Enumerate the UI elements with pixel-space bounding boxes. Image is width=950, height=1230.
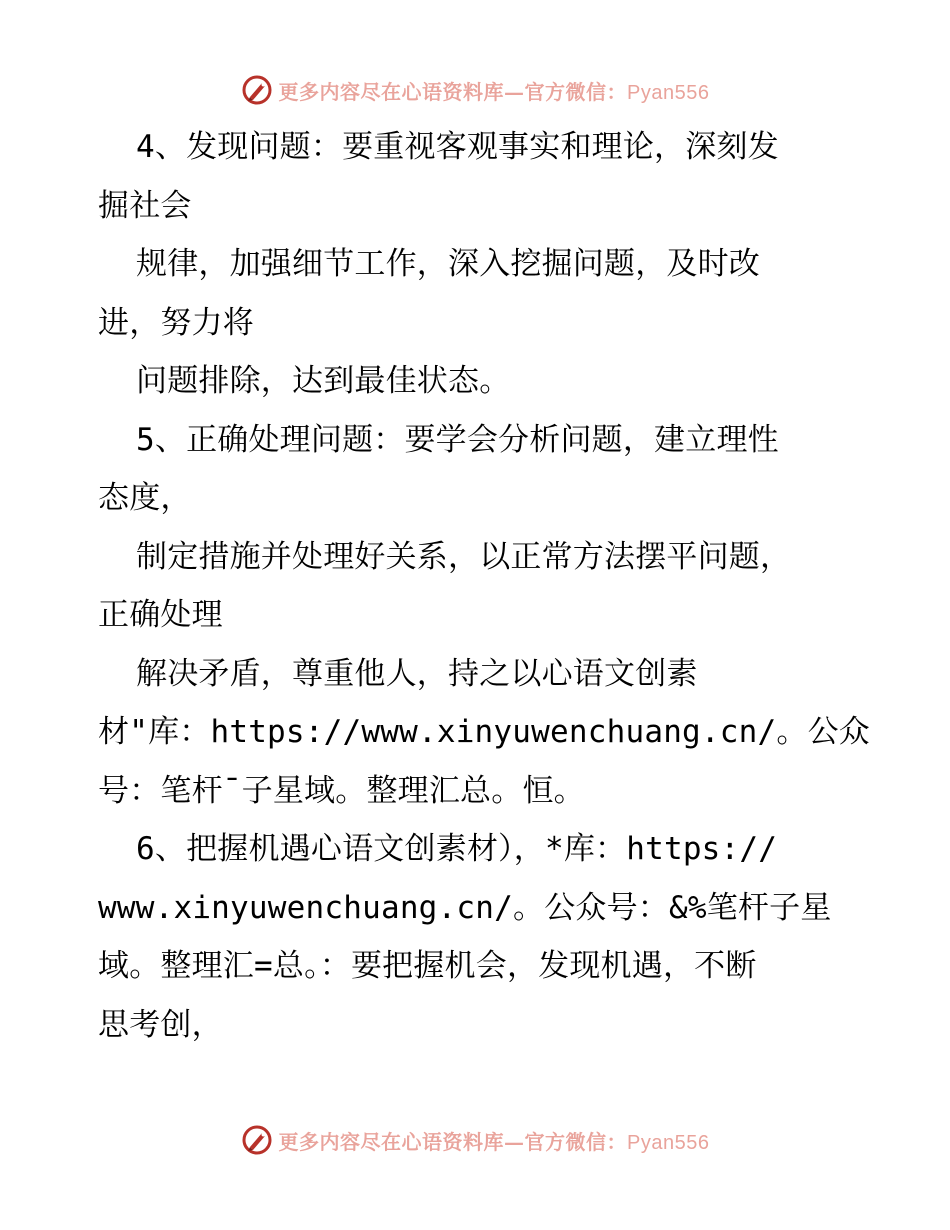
body-line: 号：笔杆¯子星域。整理汇总。恒。	[98, 772, 585, 809]
header-banner-text: 更多内容尽在心语资料库—官方微信：	[278, 79, 628, 104]
body-line: 进，努力将	[98, 304, 254, 341]
body-line: 问题排除，达到最佳状态。	[136, 363, 511, 399]
body-line: 材"库：https://www.xinyuwenchuang.cn/。公众	[98, 714, 870, 750]
body-line: www.xinyuwenchuang.cn/。公众号：&%笔杆子星	[98, 889, 832, 926]
body-line: 域。整理汇=总。：要把握机会，发现机遇，不断	[98, 948, 757, 984]
body-line: 5、正确处理问题：要学会分析问题，建立理性	[136, 421, 779, 458]
document-body	[98, 118, 870, 1054]
body-line: 思考创，	[98, 1006, 223, 1043]
header-banner	[0, 70, 950, 110]
footer-wechat-id: Pyan556	[627, 1131, 710, 1154]
body-line: 解决矛盾，尊重他人，持之以心语文创素	[136, 655, 698, 692]
footer-banner-text: 更多内容尽在心语资料库—官方微信：	[278, 1129, 628, 1154]
body-line: 掘社会	[98, 187, 192, 224]
body-line: 制定措施并处理好关系，以正常方法摆平问题，	[136, 538, 792, 575]
body-line: 4、发现问题：要重视客观事实和理论，深刻发	[136, 129, 779, 165]
pen-logo-icon	[241, 74, 273, 106]
body-line: 6、把握机遇心语文创素材），*库：https://	[136, 831, 778, 867]
footer-banner	[0, 1120, 950, 1160]
body-line: 正确处理	[98, 597, 223, 633]
body-line: 态度，	[98, 480, 192, 516]
pen-logo-icon	[241, 1124, 273, 1156]
header-wechat-id: Pyan556	[627, 81, 710, 104]
body-line: 规律，加强细节工作，深入挖掘问题，及时改	[136, 246, 760, 282]
